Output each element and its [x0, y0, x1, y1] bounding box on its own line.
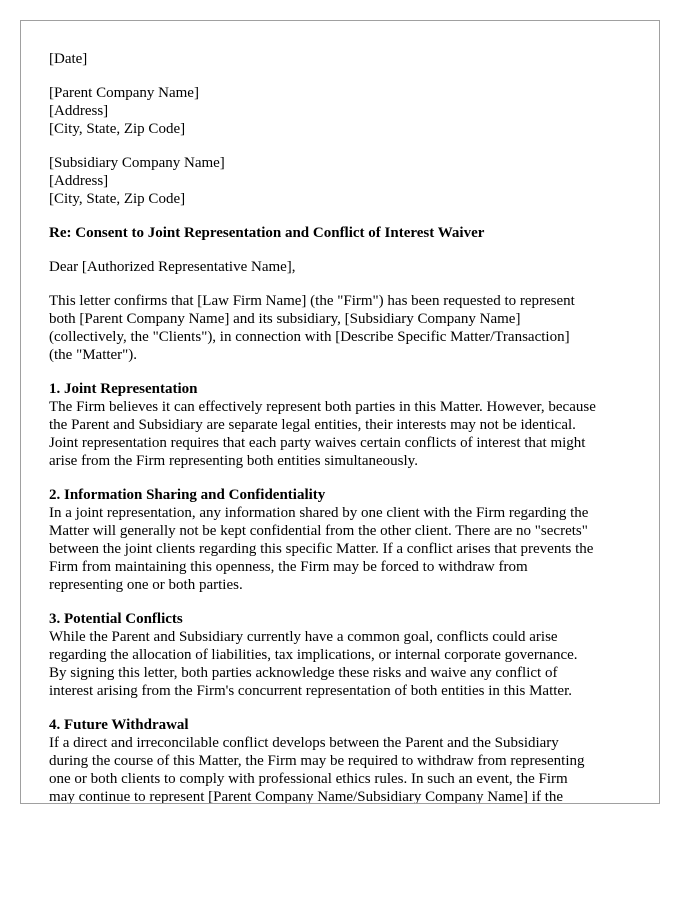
parent-company-name: [Parent Company Name] — [49, 85, 199, 101]
section-joint-representation — [49, 380, 639, 470]
section-line: may continue to represent [Parent Company Name/Subsidiary Company Name] if the — [49, 789, 564, 804]
intro-paragraph — [49, 292, 639, 364]
intro-line: (collectively, the "Clients"), in connection with [Describe Specific Matter/Transaction] — [49, 329, 570, 345]
section-line: By signing this letter, both parties acknowledge these risks and waive any conflict of — [49, 665, 558, 681]
parent-address-block — [49, 84, 639, 138]
section-line: Firm from maintaining this openness, the Firm may be forced to withdraw from — [49, 559, 528, 575]
letter-body — [49, 50, 639, 804]
parent-address: [Address] — [49, 103, 109, 119]
section-heading: 4. Future Withdrawal — [49, 717, 189, 733]
section-potential-conflicts — [49, 610, 639, 700]
section-line: one or both clients to comply with professional ethics rules. In such an event, the Firm — [49, 771, 568, 787]
intro-line: (the "Matter"). — [49, 347, 138, 363]
section-line: the Parent and Subsidiary are separate legal entities, their interests may not be identical. — [49, 417, 576, 433]
section-line: In a joint representation, any information shared by one client with the Firm regarding the — [49, 505, 589, 521]
section-line: While the Parent and Subsidiary currently have a common goal, conflicts could arise — [49, 629, 558, 645]
subsidiary-address-block — [49, 154, 639, 208]
intro-line: This letter confirms that [Law Firm Name] (the "Firm") has been requested to represent — [49, 293, 575, 309]
section-line: during the course of this Matter, the Firm may be required to withdraw from representing — [49, 753, 585, 769]
salutation: Dear [Authorized Representative Name], — [49, 259, 296, 275]
section-line: between the joint clients regarding this specific Matter. If a conflict arises that prevents the — [49, 541, 594, 557]
subsidiary-company-name: [Subsidiary Company Name] — [49, 155, 225, 171]
section-line: Joint representation requires that each party waives certain conflicts of interest that might — [49, 435, 586, 451]
parent-city: [City, State, Zip Code] — [49, 121, 186, 137]
subsidiary-city: [City, State, Zip Code] — [49, 191, 186, 207]
subject-line: Re: Consent to Joint Representation and Conflict of Interest Waiver — [49, 225, 485, 241]
section-line: Matter will generally not be kept confidential from the other client. There are no "secrets" — [49, 523, 588, 539]
section-heading: 3. Potential Conflicts — [49, 611, 183, 627]
section-line: If a direct and irreconcilable conflict develops between the Parent and the Subsidiary — [49, 735, 559, 751]
section-line: interest arising from the Firm's concurrent representation of both entities in this Matter. — [49, 683, 572, 699]
section-line: arise from the Firm representing both entities simultaneously. — [49, 453, 418, 469]
intro-line: both [Parent Company Name] and its subsidiary, [Subsidiary Company Name] — [49, 311, 521, 327]
section-heading: 2. Information Sharing and Confidentiality — [49, 487, 326, 503]
section-line: regarding the allocation of liabilities, tax implications, or internal corporate governance. — [49, 647, 578, 663]
subsidiary-address: [Address] — [49, 173, 109, 189]
section-information-sharing — [49, 486, 639, 594]
letter-page — [20, 20, 660, 804]
letter-date: [Date] — [49, 51, 88, 67]
section-line: The Firm believes it can effectively represent both parties in this Matter. However, because — [49, 399, 596, 415]
section-heading: 1. Joint Representation — [49, 381, 198, 397]
section-future-withdrawal — [49, 716, 639, 804]
section-line: representing one or both parties. — [49, 577, 243, 593]
